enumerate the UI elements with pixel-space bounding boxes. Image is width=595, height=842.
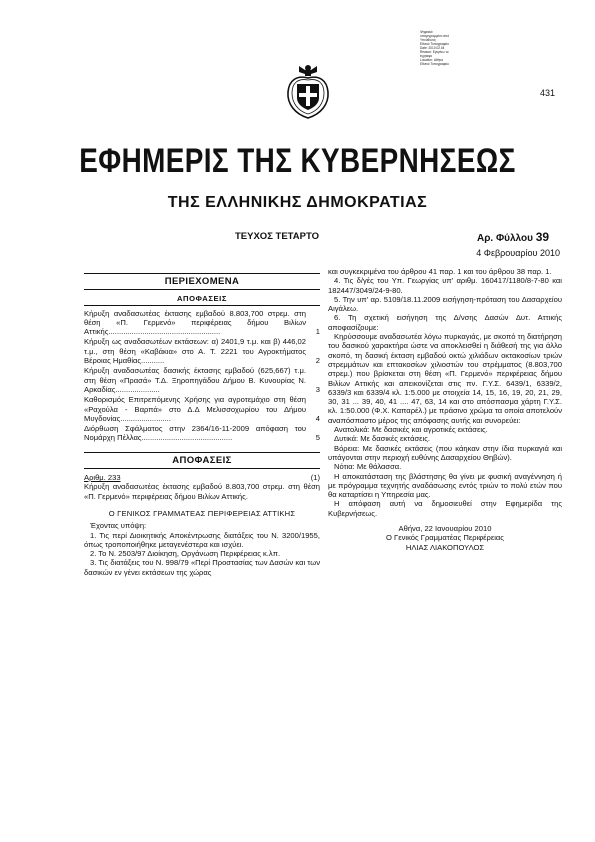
toc-entry-text: Καθορισμός Επιτρεπόμενης Χρήσης για αγροτεμάχιο στη θέση «Ραχούλα - Βαρπά» στο Δ.Δ Μελισσοχωρίου του Δήμου Μυγδονίας........................ <box>84 395 306 423</box>
toc-entry <box>84 337 320 365</box>
contents-subheading: ΑΠΟΦΑΣΕΙΣ <box>84 294 320 305</box>
sheet-prefix: Αρ. Φύλλου <box>477 233 533 244</box>
issue-label: ΤΕΥΧΟΣ ΤΕΤΑΡΤΟ <box>235 231 319 242</box>
recital-paragraph: 3. Τις διατάξεις του Ν. 998/79 «Περί Προστασίας των Δασών και των δασικών εν γένει εκτάσεων της χώρας <box>84 558 320 577</box>
toc-entry-page: 4 <box>315 413 320 423</box>
sheet-number-value: 39 <box>535 230 550 244</box>
recital-paragraph: 5. Την υπ' αρ. 5109/18.11.2009 εισήγηση-πρόταση του Δασαρχείου Αιγάλεω. <box>328 294 562 314</box>
toc-entry <box>84 395 320 423</box>
recital-paragraph: 4. Τις δ/γές του Υπ. Γεωργίας υπ' αριθμ. 160417/1180/8-7-80 και 182447/3049/24-9-80. <box>328 276 562 295</box>
toc-entry-text: Κήρυξη αναδασωτέας δασικής έκτασης εμβαδού (625,667) τ.μ. στη θέση «Πρασά» Τ.Δ. Ξηροπηγάδου Δήμου Β. Κυνουρίας Ν. Αρκαδίας..................... <box>84 366 306 394</box>
boundary-west: Δυτικά: Με δασικές εκτάσεις. <box>334 434 430 444</box>
boundary-east: Ανατολικά: Με δασικές και αγροτικές εκτάσεις. <box>334 425 488 435</box>
toc-entry-text: Κήρυξη ως αναδασωτέων εκτάσεων: α) 2401,9 τ.μ. και β) 446,02 τ.μ., στη θέση «Καβάκια» στο Α. Τ. 2221 του Αγροκτήματος Βέροιας Ημαθίας........... <box>84 337 306 366</box>
gazette-title: ΕΦΗΜΕΡΙΣ ΤΗΣ ΚΥΒΕΡΝΗΣΕΩΣ <box>79 142 516 180</box>
toc-entry-text: Διόρθωση Σφάλματος στην 2364/16-11-2009 απόφαση του Νομάρχη Πέλλας........................................... <box>84 424 306 443</box>
having-regard: Έχοντας υπόψη: <box>90 521 147 531</box>
right-column <box>328 267 562 552</box>
signature-line: Εθνικό Τυπογραφείο <box>420 42 449 46</box>
decision-authority: Ο ΓΕΝΙΚΟΣ ΓΡΑΜΜΑΤΕΑΣ ΠΕΡΙΦΕΡΕΙΑΣ ΑΤΤΙΚΗΣ <box>108 508 296 518</box>
signature-name: ΗΛΙΑΣ ΛΙΑΚΟΠΟΥΛΟΣ <box>405 542 485 552</box>
restoration-paragraph: Η αποκατάσταση της βλάστησης θα γίνει με φυσική αναγέννηση ή με πρόγραμμα τεχνητής αναδάσωσης εντός τριών το πολύ ετών που θα καταρτίσει η Υπηρεσία μας. <box>328 471 562 500</box>
page-number: 431 <box>540 88 556 98</box>
recital-paragraph: 6. Τη σχετική εισήγηση της Δ/νσης Δασών Δυτ. Αττικής αποφασίζουμε: <box>328 313 562 332</box>
boundary-south: Νότια: Με θάλασσα. <box>334 462 402 472</box>
decision-body: Κηρύσσουμε αναδασωτέα λόγω πυρκαγιάς, με σκοπό τη διατήρηση του δασικού χαρακτήρα ώστε να αποκλεισθεί η διάθεσή της για άλλο σκοπό, τη δασική έκταση εμβαδού οκτώ χιλιάδων οκτακοσίων τριών στρεμμάτων και επτακοσίων χιλιοστών του στρέμματος (8.803,700 στρεμ.) που βρίσκεται στη θέση «Π. Γερμενό» περιφέρειας δήμου Βιλίων Αττικής και απεικονίζεται στις πν. Γ.Υ.Σ. 6439/1, 6339/2, 6339/3 και 6339/4 κλ. 1:5.000 με στοιχεία 14, 15, 16, 19, 20, 21, 29, 30, 31 ... 39, 40, 41 .... 47, 63, 14 και στο απόσπασμα χάρτη Γ.Υ.Σ. κλ. 1:50.000 (Φ.Χ. Καπαρέλ.) με πράσινο χρώμα τα οποία αποτελούν αναπόσπαστο μέρος της απόφασης αυτής και συνορεύει: <box>328 332 562 425</box>
toc-entry <box>84 309 320 337</box>
decision-number: Αριθμ. 233 <box>84 473 121 483</box>
toc-entry-page: 2 <box>315 356 320 366</box>
toc-entry <box>84 424 320 443</box>
publication-paragraph: Η απόφαση αυτή να δημοσιευθεί στην Εφημερίδα της Κυβερνήσεως. <box>328 499 562 518</box>
toc-entry-page: 3 <box>315 384 320 394</box>
toc-entry-text: Κήρυξη αναδασωτέας έκτασης εμβαδού 8.803,700 στρεμ. στη θέση «Π. Γερμενό» περιφέρειας δήμου Βιλίων Αττικής..................................................... <box>84 308 306 337</box>
signature-line: υπογεγραμμένο από <box>420 34 450 38</box>
decision-number-row <box>84 473 320 482</box>
recital-paragraph: 1. Τις περί Διοικητικής Αποκέντρωσης διατάξεις του Ν. 3200/1955, όπως τροποποιήθηκε μεταγενέστερα και ισχύει. <box>84 530 320 549</box>
signature-line: έγγραφο <box>420 54 433 58</box>
toc-entry-page: 5 <box>315 433 320 443</box>
signature-line: Date: 2010.02.04 <box>420 46 445 50</box>
toc-entry <box>84 366 320 394</box>
toc-entry-page: 1 <box>315 327 320 337</box>
issue-date: 4 Φεβρουαρίου 2010 <box>476 248 560 258</box>
signature-role: Ο Γενικός Γραμματέας Περιφέρειας <box>386 533 504 543</box>
decisions-heading: ΑΠΟΦΑΣΕΙΣ <box>84 452 320 469</box>
sheet-number <box>477 230 549 244</box>
recital-paragraph: και συγκεκριμένα του άρθρου 41 παρ. 1 και του άρθρου 38 παρ. 1. <box>328 267 552 276</box>
signature-line: Υπεύθυνος <box>420 38 436 42</box>
left-column <box>84 267 320 577</box>
signature-line: Location: Αθήνα <box>420 58 443 62</box>
signature-line: Ψηφιακά <box>420 30 433 34</box>
decision-title: Κήρυξη αναδασωτέας έκτασης εμβαδού 8.803,700 στρεμ. στη θέση «Π. Γερμενό» περιφέρειας δήμου Βιλίων Αττικής. <box>84 482 320 501</box>
signature-line: Εθνικό Τυπογραφείο <box>420 62 449 66</box>
contents-heading: ΠΕΡΙΕΧΟΜΕΝΑ <box>84 273 320 290</box>
signature-place-date: Αθήνα, 22 Ιανουαρίου 2010 <box>398 524 492 534</box>
coat-of-arms-icon <box>283 60 333 120</box>
boundary-north: Βόρεια: Με δασικές εκτάσεις (που κάηκαν στην ίδια πυρκαγιά και υπάγονται στην περιοχή ευθύνης Δασαρχείου Θηβών). <box>328 443 562 462</box>
recital-paragraph: 2. Το Ν. 2503/97 Διοίκηση, Οργάνωση Περιφέρειας κ.λπ. <box>90 549 281 559</box>
decision-ref: (1) <box>310 473 320 483</box>
gazette-subtitle: ΤΗΣ ΕΛΛΗΝΙΚΗΣ ΔΗΜΟΚΡΑΤΙΑΣ <box>167 194 428 211</box>
signature-line: Reason: Εγκρίνω το <box>420 50 449 54</box>
digital-signature-stamp <box>420 30 490 66</box>
